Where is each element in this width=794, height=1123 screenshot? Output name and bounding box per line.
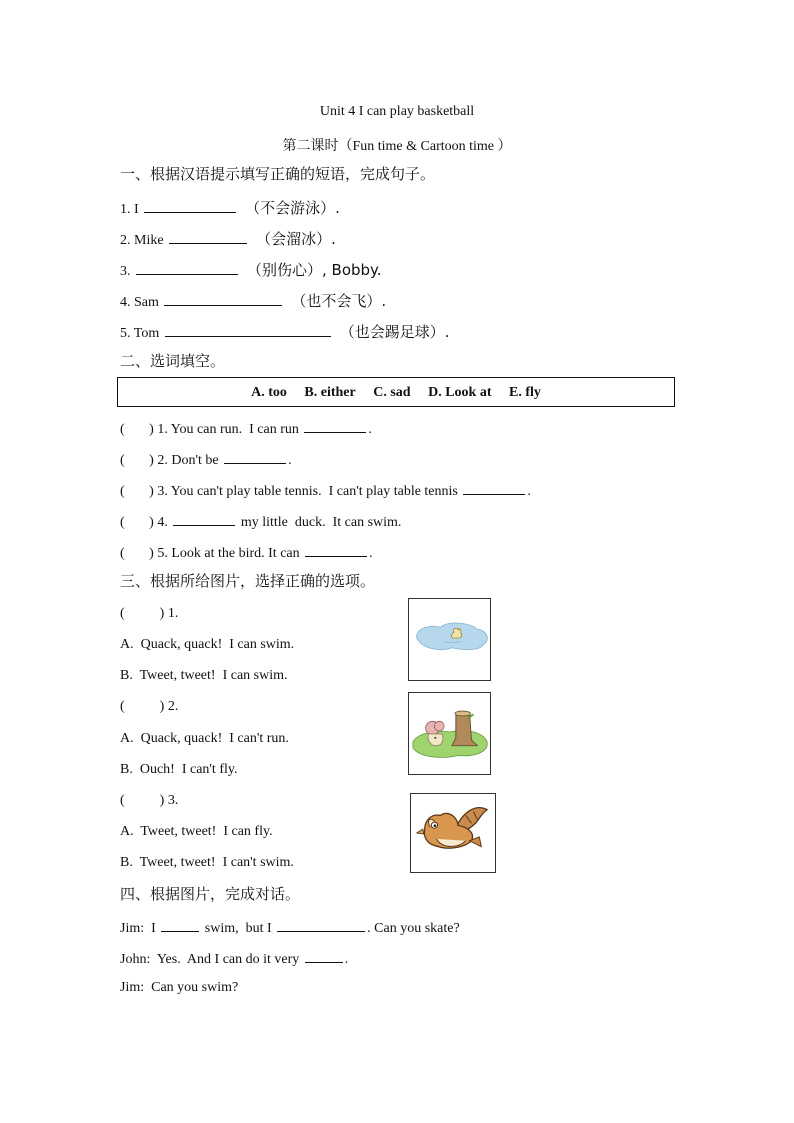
stump-and-rabbit-image [408, 692, 491, 775]
s1-item-3: 3. （别伤心）, Bobby. [120, 261, 382, 279]
q1-option-a: A. Quack, quack! I can swim. [120, 637, 295, 652]
answer-blank[interactable] [463, 480, 525, 495]
s2-item-2: ( ) 2. Don't be . [120, 449, 292, 470]
duck-in-water-image [408, 598, 491, 681]
answer-blank[interactable] [277, 917, 365, 932]
option-c: C. sad [373, 385, 411, 400]
q3-paren[interactable]: ( ) 3. [120, 793, 179, 808]
answer-paren[interactable]: ( ) [120, 546, 154, 561]
option-d: D. Look at [428, 385, 492, 400]
section3-heading: 三、根据所给图片，选择正确的选项。 [120, 572, 376, 590]
answer-blank[interactable] [165, 322, 331, 337]
q2-option-b: B. Ouch! I can't fly. [120, 762, 238, 777]
s1-item-5: 5. Tom （也会踢足球）. [120, 323, 450, 341]
section4-heading: 四、根据图片，完成对话。 [120, 885, 301, 903]
page-title: Unit 4 I can play basketball [319, 104, 475, 119]
q2-paren[interactable]: ( ) 2. [120, 699, 179, 714]
section2-heading: 二、选词填空。 [120, 352, 226, 370]
option-a: A. too [251, 385, 287, 400]
s1-item-4: 4. Sam （也不会飞）. [120, 292, 387, 310]
s2-item-4: ( ) 4. my little duck. It can swim. [120, 511, 401, 532]
answer-blank[interactable] [136, 260, 238, 275]
q1-option-b: B. Tweet, tweet! I can swim. [120, 668, 288, 683]
dialogue-line-1: Jim: I swim, but I . Can you skate? [120, 917, 460, 938]
answer-paren[interactable]: ( ) [120, 422, 154, 437]
answer-paren[interactable]: ( ) [120, 453, 154, 468]
answer-paren[interactable]: ( ) [120, 484, 154, 499]
answer-blank[interactable] [305, 948, 343, 963]
option-b: B. either [304, 385, 356, 400]
s2-item-1: ( ) 1. You can run. I can run . [120, 418, 372, 439]
page-subtitle: 第二课时（Fun time & Cartoon time ） [282, 139, 512, 154]
option-e: E. fly [508, 385, 541, 400]
answer-blank[interactable] [173, 511, 235, 526]
answer-blank[interactable] [164, 291, 282, 306]
answer-blank[interactable] [305, 542, 367, 557]
answer-blank[interactable] [161, 917, 199, 932]
dialogue-line-2: John: Yes. And I can do it very . [120, 948, 348, 969]
word-bank [117, 377, 675, 407]
answer-blank[interactable] [144, 198, 236, 213]
q1-paren[interactable]: ( ) 1. [120, 606, 179, 621]
flying-bird-image [410, 793, 496, 873]
answer-blank[interactable] [224, 449, 286, 464]
section1-heading: 一、根据汉语提示填写正确的短语，完成句子。 [120, 165, 436, 183]
answer-blank[interactable] [169, 229, 247, 244]
s1-item-2: 2. Mike （会溜冰）. [120, 230, 336, 248]
dialogue-line-3: Jim: Can you swim? [120, 980, 239, 995]
s1-item-1: 1. I （不会游泳）. [120, 199, 340, 217]
s2-item-5: ( ) 5. Look at the bird. It can . [120, 542, 373, 563]
q3-option-b: B. Tweet, tweet! I can't swim. [120, 855, 294, 870]
answer-blank[interactable] [304, 418, 366, 433]
q3-option-a: A. Tweet, tweet! I can fly. [120, 824, 273, 839]
s2-item-3: ( ) 3. You can't play table tennis. I can't play table tennis . [120, 480, 531, 501]
answer-paren[interactable]: ( ) [120, 515, 154, 530]
q2-option-a: A. Quack, quack! I can't run. [120, 731, 289, 746]
